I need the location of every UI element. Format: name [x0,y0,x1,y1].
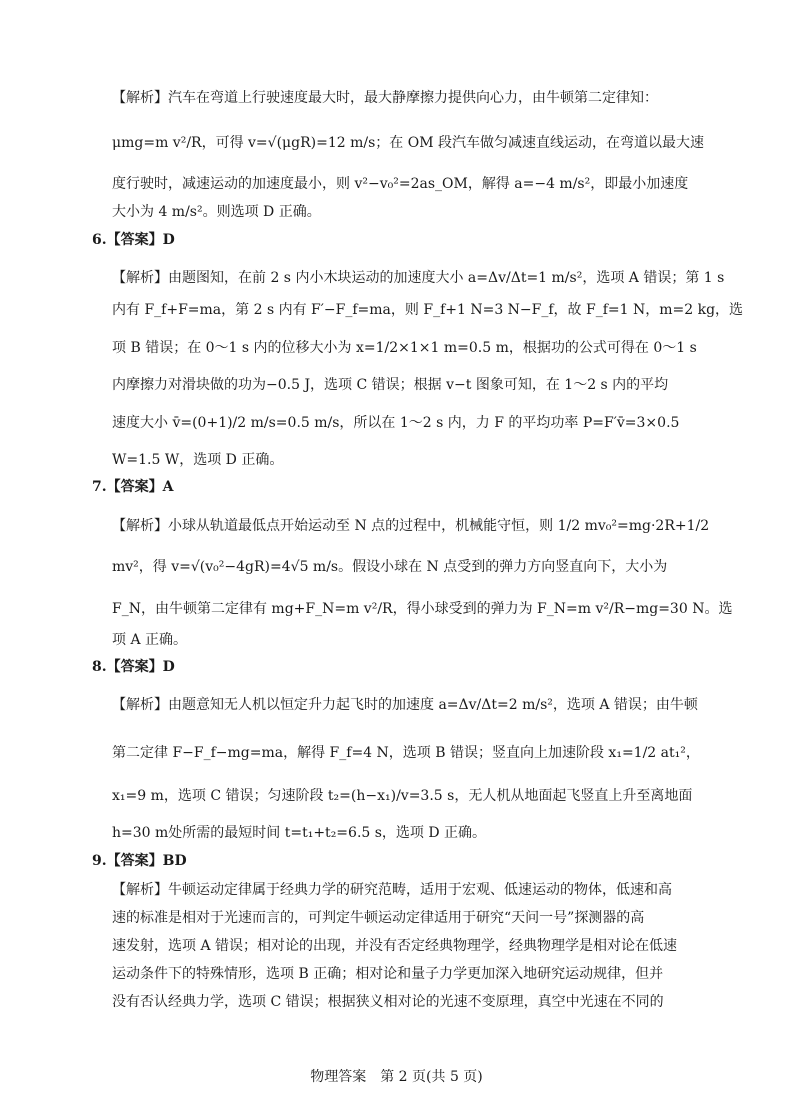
q9-line-5: 没有否认经典力学，选项 C 错误；根据狭义相对论的光速不变原理，真空中光速在不同的 [112,994,664,1010]
q7-line-4: 项 A 正确。 [112,632,188,648]
q6-line-4: 内摩擦力对滑块做的功为−0.5 J，选项 C 错误；根据 v−t 图象可知，在 1～2 s 内的平均 [112,377,669,393]
q9-line-1: 【解析】牛顿运动定律属于经典力学的研究范畴，适用于宏观、低速运动的物体，低速和高 [112,882,672,898]
q5-line-2: μmg=m v²/R，可得 v=√(μgR)=12 m/s；在 OM 段汽车做匀减速直线运动，在弯道以最大速 [112,135,704,151]
q8-line-1: 【解析】由题意知无人机以恒定升力起飞时的加速度 a=Δv/Δt=2 m/s²，选项 A 错误；由牛顿 [112,697,698,713]
q6-answer: 6.【答案】D [92,232,175,248]
q8-line-4: h=30 m处所需的最短时间 t=t₁+t₂=6.5 s，选项 D 正确。 [112,825,487,841]
page-footer: 物理答案 第 2 页(共 5 页) [310,1069,483,1085]
q8-answer: 8.【答案】D [92,659,175,675]
q6-line-6: W=1.5 W，选项 D 正确。 [112,452,284,468]
q7-line-3: F_N，由牛顿第二定律有 mg+F_N=m v²/R，得小球受到的弹力为 F_N=m v²/R−mg=30 N。选 [112,601,733,617]
q7-line-1: 【解析】小球从轨道最低点开始运动至 N 点的过程中，机械能守恒，则 1/2 mv₀²=mg·2R+1/2 [112,518,710,534]
q5-line-3: 度行驶时，减速运动的加速度最小，则 v²−v₀²=2as_OM，解得 a=−4 m/s²，即最小加速度 [112,176,689,192]
q8-line-2: 第二定律 F−F_f−mg=ma，解得 F_f=4 N，选项 B 错误；竖直向上加速阶段 x₁=1/2 at₁²， [112,745,700,761]
q9-line-3: 速发射，选项 A 错误；相对论的出现，并没有否定经典物理学，经典物理学是相对论在低速 [112,938,678,954]
q6-line-5: 速度大小 v̄=(0+1)/2 m/s=0.5 m/s，所以在 1～2 s 内，力 F 的平均功率 P=F′v̄=3×0.5 [112,415,680,431]
q6-line-1: 【解析】由题图知，在前 2 s 内小木块运动的加速度大小 a=Δv/Δt=1 m/s²，选项 A 错误；第 1 s [112,270,725,286]
q9-line-4: 运动条件下的特殊情形，选项 B 正确；相对论和量子力学更加深入地研究运动规律，但并 [112,966,664,982]
q5-line-1: 【解析】汽车在弯道上行驶速度最大时，最大静摩擦力提供向心力，由牛顿第二定律知： [112,90,658,106]
q9-answer: 9.【答案】BD [92,853,187,869]
q8-line-3: x₁=9 m，选项 C 错误；匀速阶段 t₂=(h−x₁)/v=3.5 s，无人机从地面起飞竖直上升至离地面 [112,788,693,804]
q6-line-2: 内有 F_f+F=ma，第 2 s 内有 F′−F_f=ma，则 F_f+1 N=3 N−F_f，故 F_f=1 N，m=2 kg，选 [112,302,744,318]
q5-line-4: 大小为 4 m/s²。则选项 D 正确。 [112,204,321,220]
q6-line-3: 项 B 错误；在 0～1 s 内的位移大小为 x=1/2×1×1 m=0.5 m，根据功的公式可得在 0～1 s [112,340,697,356]
q7-answer: 7.【答案】A [92,479,174,495]
q7-line-2: mv²，得 v=√(v₀²−4gR)=4√5 m/s。假设小球在 N 点受到的弹力方向竖直向下，大小为 [112,559,668,575]
q9-line-2: 速的标准是相对于光速而言的，可判定牛顿运动定律适用于研究“天问一号”探测器的高 [112,910,645,926]
